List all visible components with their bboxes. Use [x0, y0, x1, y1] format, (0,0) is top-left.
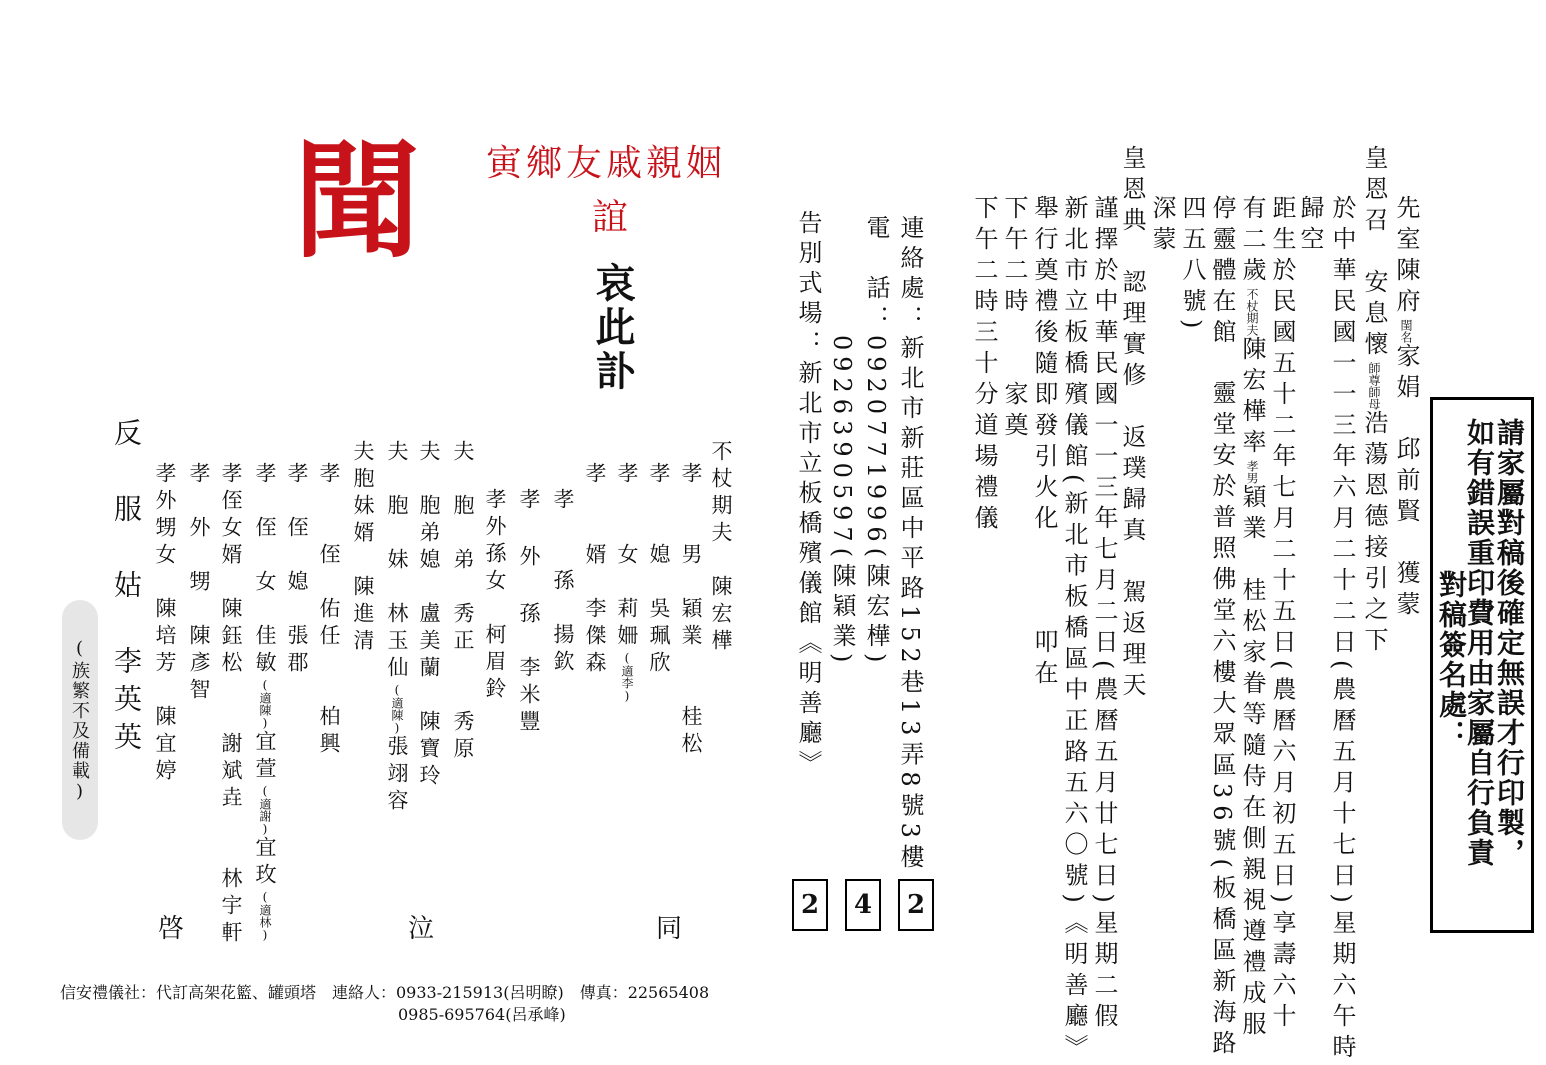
contact-phone-1: 電 話：0920771996(陳宏樺) [862, 215, 890, 669]
closing-tong: 同 [656, 914, 683, 944]
body-col-12: 新北市立板橋殯儀館(新北市板橋區中正路五六〇號)《明善廳》 [1060, 195, 1088, 1065]
body-col-3: 於中華民國一一三年六月二十二日(農曆五月十七日)星期六午時 [1328, 195, 1356, 1065]
body-col-15: 下午二時三十分道場禮儀 [970, 195, 998, 536]
family-sister-son: 孝 外 甥 陳彥智 [187, 462, 211, 705]
body-col-13: 舉行奠禮後隨即發引火化 叩在 [1030, 195, 1058, 691]
contact-venue: 告別式場：新北市立板橋殯儀館《明善廳》 [794, 210, 822, 780]
family-note: (族繁不及備載) [69, 638, 90, 804]
body-col-5: 距生於民國五十二年七月二十五日(農曆六月初五日)享壽六十 [1268, 195, 1296, 1034]
code-box-1: 2 [898, 879, 934, 931]
body-col-6: 有二歲不杖期夫陳宏樺率孝男穎業 桂松家眷等隨侍在側親視遵禮成服 [1238, 195, 1266, 1042]
family-nephew-wife: 孝 侄 媳 張郡 [285, 462, 309, 678]
code-box-3: 2 [792, 879, 828, 931]
footer-line-2: 0985-695764(呂承峰) [398, 1005, 566, 1024]
body-col-2: 皇恩召 安息懷師尊師母浩蕩恩德接引之下 [1360, 145, 1388, 658]
family-husband-brothers: 夫 胞 弟 秀正 秀原 [451, 440, 475, 764]
family-aunt: 反 服 姑 李英英 [110, 418, 143, 760]
ai-ci-fu: 哀此訃 [589, 262, 636, 394]
family-outer-granddaughter: 孝外孫女 柯眉鈴 [483, 488, 507, 704]
family-son-in-law: 孝 婿 李傑森 [583, 462, 607, 678]
notice-line-1: 請家屬對稿後確定無誤才行印製， [1493, 418, 1526, 868]
body-col-14: 下午二時 家奠 [1000, 195, 1028, 443]
code-box-2: 4 [845, 879, 881, 931]
footer-line-1: 信安禮儀社：代訂高架花籃、罐頭塔 連絡人：0933-215913(呂明瞭) 傳真：22565408 [60, 983, 710, 1002]
family-nephews: 孝 侄 佑任 柏興 [317, 462, 341, 759]
closing-qi: 泣 [408, 914, 435, 944]
body-col-8: 四五八號) [1178, 195, 1206, 336]
notice-line-2: 如有錯誤重印費用由家屬自行負責 [1463, 418, 1496, 868]
family-niece-husbands: 孝侄女婿 陳鈺松 謝斌垚 林宇軒 [219, 462, 243, 948]
body-col-10: 皇恩典 認理實修 返璞歸真 駕返理天 [1118, 145, 1146, 703]
proof-notice-box [1430, 397, 1534, 933]
family-nieces: 孝 侄 女 佳敏(適陳)宜萱(適謝)宜玫(適林) [253, 462, 277, 942]
body-col-11: 謹擇於中華民國一一三年七月二日(農曆五月廿七日)星期二假 [1090, 195, 1118, 1034]
notice-signature-label: 對稿簽名處： [1435, 570, 1468, 750]
greeting-relatives: 姻親戚友鄉寅 [486, 143, 727, 184]
family-sister-daughters: 孝外甥女 陳培芳 陳宜婷 [153, 462, 177, 786]
closing-qi2: 啓 [158, 914, 185, 944]
wen-character: 聞 [294, 128, 420, 275]
family-outer-grandson: 孝 外 孫 李米豐 [517, 488, 541, 737]
family-daughter: 孝 女 莉姍(適李) [615, 462, 639, 703]
family-daughter-in-law: 孝 媳 吳珮欣 [647, 462, 671, 678]
greeting-yi: 誼 [592, 197, 629, 238]
family-grandson: 孝 孫 揚欽 [551, 488, 575, 677]
body-col-9: 深蒙 [1148, 195, 1176, 257]
family-husband-sister-husband: 夫胞妹婿 陳進清 [351, 440, 375, 656]
body-col-1: 先室陳府閨名家娟 邱前賢 獲蒙 [1392, 195, 1420, 622]
family-husband: 不杖期夫 陳宏樺 [709, 440, 733, 656]
family-husband-sisters: 夫 胞 妹 林玉仙(適陳)張翊容 [385, 440, 409, 816]
body-col-4: 歸空 [1296, 195, 1324, 257]
family-sons: 孝 男 穎業 桂松 [679, 462, 703, 759]
family-husband-brothers-wives: 夫 胞弟媳 盧美蘭 陳寶玲 [417, 440, 441, 791]
body-col-7: 停靈體在館靈堂安於普照佛堂六樓大眾區36號(板橋區新海路 [1208, 195, 1236, 1061]
contact-phone-2: 0926390597(陳穎業) [828, 215, 856, 669]
contact-address: 連絡處：新北市新莊區中平路152巷13弄8號3樓 [896, 215, 924, 874]
